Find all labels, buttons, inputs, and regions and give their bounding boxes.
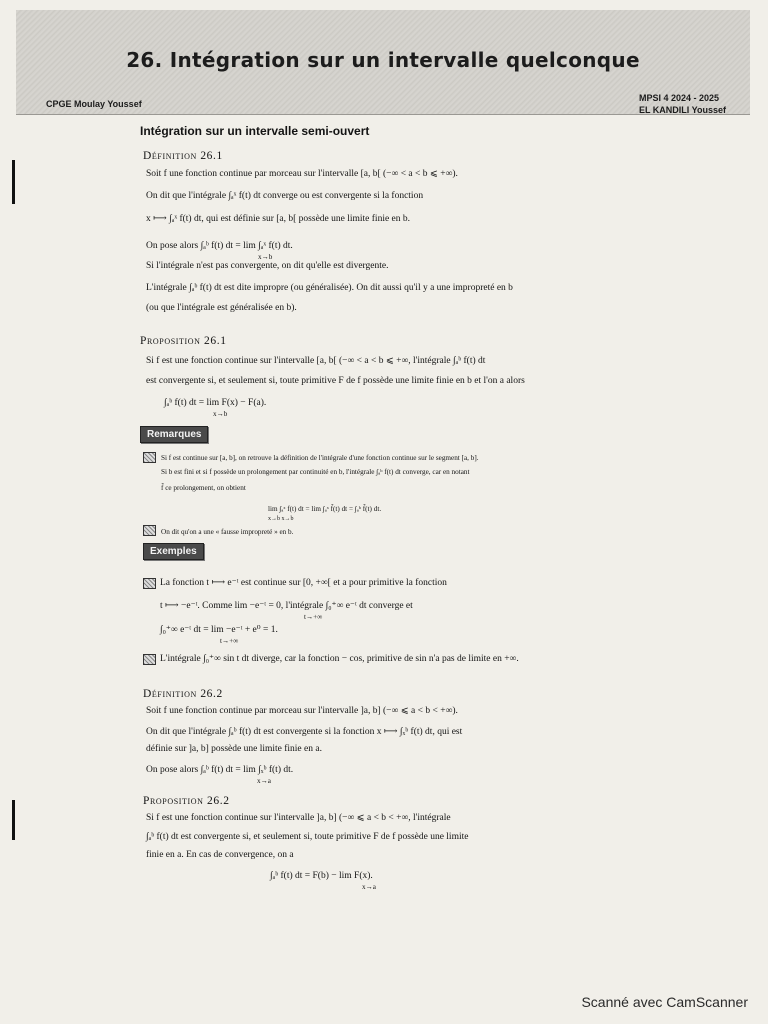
def1-line4-limit: x→b [258, 253, 273, 261]
proposition-26-1-heading: Proposition 26.1 [140, 335, 227, 347]
definition-26-1-heading: Définition 26.1 [143, 150, 223, 162]
prop2-line4-limit: x→a [362, 883, 376, 891]
prop1-line1: Si f est une fonction continue sur l'intervalle [a, b[ (−∞ < a < b ⩽ +∞, l'intégrale ∫ₐᵇ f(t) dt [146, 356, 486, 366]
remark1-line4-limits: x→b x→b [268, 516, 294, 522]
remark-bullet-icon [143, 525, 156, 536]
remark1-line3: f̃ ce prolongement, on obtient [161, 484, 246, 492]
prop2-line3: finie en a. En cas de convergence, on a [146, 850, 294, 860]
class-year: MPSI 4 2024 - 2025 [638, 93, 720, 103]
def2-line4: On pose alors ∫ₐᵇ f(t) dt = lim ∫ₓᵇ f(t) dt. [146, 765, 294, 775]
examples-badge: Exemples [143, 543, 204, 560]
chapter-title: 26. Intégration sur un intervalle quelconque [126, 48, 640, 72]
prop2-line4: ∫ₐᵇ f(t) dt = F(b) − lim F(x). [270, 871, 373, 881]
header-banner [16, 10, 750, 115]
def2-line4-limit: x→a [257, 777, 271, 785]
def1-line5: Si l'intégrale n'est pas convergente, on dit qu'elle est divergente. [146, 261, 389, 271]
scanner-watermark: Scanné avec CamScanner [581, 994, 748, 1010]
remark-bullet-icon [143, 452, 156, 463]
margin-mark-bottom [12, 800, 15, 840]
definition-26-2-heading: Définition 26.2 [143, 688, 223, 700]
remark1-line2: Si b est fini et si f possède un prolongement par continuité en b, l'intégrale ∫ₐᵇ f(t) dt converge, car en notant [161, 468, 470, 476]
prop1-line2: est convergente si, et seulement si, toute primitive F de f possède une limite finie en b et l'on a alors [146, 376, 525, 386]
example-bullet-icon [143, 578, 156, 589]
prop2-line1: Si f est une fonction continue sur l'intervalle ]a, b] (−∞ ⩽ a < b < +∞, l'intégrale [146, 813, 451, 823]
def2-line1: Soit f une fonction continue par morceau sur l'intervalle ]a, b] (−∞ ⩽ a < b < +∞). [146, 706, 458, 716]
example-bullet-icon [143, 654, 156, 665]
school-name: CPGE Moulay Youssef [46, 99, 142, 109]
prop1-line3: ∫ₐᵇ f(t) dt = lim F(x) − F(a). [164, 398, 267, 408]
section-title: Intégration sur un intervalle semi-ouvert [140, 124, 370, 138]
example1-line2: t ⟼ −e⁻ᵗ. Comme lim −e⁻ᵗ = 0, l'intégrale ∫₀⁺∞ e⁻ᵗ dt converge et [160, 601, 413, 611]
prop2-line2: ∫ₐᵇ f(t) dt est convergente si, et seulement si, toute primitive F de f possède une limite [146, 832, 469, 842]
def1-line4: On pose alors ∫ₐᵇ f(t) dt = lim ∫ₐˣ f(t) dt. [146, 241, 293, 251]
example1-line3: ∫₀⁺∞ e⁻ᵗ dt = lim −e⁻ᵗ + e⁰ = 1. [160, 625, 278, 635]
example1-line1: La fonction t ⟼ e⁻ᵗ est continue sur [0, +∞[ et a pour primitive la fonction [160, 578, 447, 588]
teacher-name: EL KANDILI Youssef [638, 105, 726, 115]
remark1-line4: lim ∫ₐˣ f(t) dt = lim ∫ₐˣ f̃(t) dt = ∫ₐᵇ f̃(t) dt. [268, 505, 382, 513]
proposition-26-2-heading: Proposition 26.2 [143, 795, 230, 807]
def1-line6: L'intégrale ∫ₐᵇ f(t) dt est dite impropre (ou généralisée). On dit aussi qu'il y a une impropreté en b [146, 283, 513, 293]
remark1-line1: Si f est continue sur [a, b], on retrouve la définition de l'intégrale d'une fonction continue sur le segment [a, b]. [161, 454, 479, 462]
def1-line7: (ou que l'intégrale est généralisée en b). [146, 303, 297, 313]
prop1-line3-limit: x→b [213, 410, 228, 418]
margin-mark-top [12, 160, 15, 204]
def1-line2: On dit que l'intégrale ∫ₐˣ f(t) dt converge ou est convergente si la fonction [146, 191, 424, 201]
def1-line1: Soit f une fonction continue par morceau sur l'intervalle [a, b[ (−∞ < a < b ⩽ +∞). [146, 169, 458, 179]
class-info [639, 92, 726, 116]
example2: L'intégrale ∫₀⁺∞ sin t dt diverge, car la fonction − cos, primitive de sin n'a pas de limite en +∞. [160, 654, 519, 664]
def2-line2: On dit que l'intégrale ∫ₐᵇ f(t) dt est convergente si la fonction x ⟼ ∫ₓᵇ f(t) dt, qui est [146, 727, 463, 737]
remarks-badge: Remarques [140, 426, 208, 443]
def1-line3: x ⟼ ∫ₐˣ f(t) dt, qui est définie sur [a, b[ possède une limite finie en b. [146, 214, 411, 224]
remark2: On dit qu'on a une « fausse impropreté » en b. [161, 528, 294, 536]
example1-line2-limit: t→+∞ [304, 613, 323, 621]
def2-line3: définie sur ]a, b] possède une limite finie en a. [146, 744, 322, 754]
example1-line3-limit: t→+∞ [220, 637, 239, 645]
